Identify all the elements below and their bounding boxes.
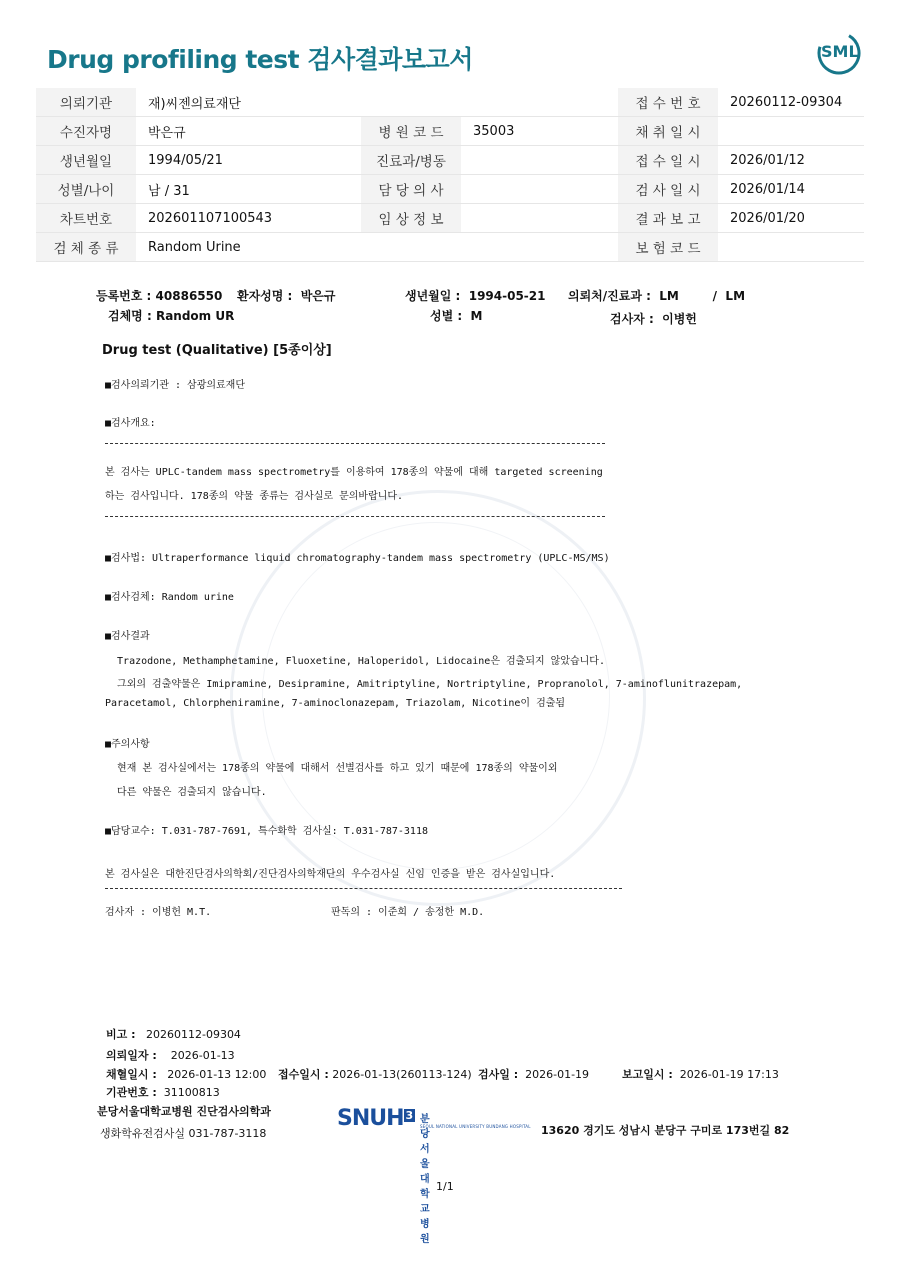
patient-dob: 생년월일 : 1994-05-21 [405,289,546,303]
footer-institution: 기관번호 : 31100813 [106,1086,220,1099]
report-line: 본 검사실은 대한진단검사의학회/진단검사의학재단의 우수검사실 신임 인증을 받은 검사실입니다. [105,869,556,880]
header-value: 35003 [461,117,618,146]
divider [105,516,605,517]
header-value [718,117,864,146]
header-value: 202601107100543 [136,204,361,233]
patient-dept: 의뢰처/진료과 : LM / LM [568,289,746,303]
header-label: 수진자명 [36,117,136,146]
patient-name: 환자성명 : 박은규 [237,289,336,303]
header-value [461,233,618,262]
reg-number: 등록번호 : 40886550 [96,289,223,303]
report-line: ■검사개요: [105,418,156,429]
footer-report-date: 보고일시 : 2026-01-19 17:13 [622,1068,779,1081]
header-value: 2026/01/12 [718,146,864,175]
header-label [361,233,461,262]
snuh-logo: SNUH 3 분당서울대학교병원 SEOUL NATIONAL UNIVERSITY BUNDANG HOSPITAL [337,1106,531,1245]
header-label: 진료과/병동 [361,146,461,175]
header-row [36,146,864,175]
header-label: 성별/나이 [36,175,136,204]
footer-collection: 채혈일시 : 2026-01-13 12:00 [106,1068,267,1081]
patient-sex: 성별 : M [430,309,483,323]
report-line: ■주의사항 [105,739,150,750]
divider [105,888,622,889]
report-line: 하는 검사입니다. 178종의 약물 종류는 검사실로 문의바랍니다. [105,491,404,502]
footer-department: 분당서울대학교병원 진단검사의학과 [97,1105,271,1118]
report-line: Trazodone, Methamphetamine, Fluoxetine, Haloperidol, Lidocaine은 검출되지 않았습니다. [105,656,605,667]
page-number: 1/1 [436,1180,454,1193]
header-value [461,175,618,204]
header-label: 접 수 일 시 [618,146,718,175]
report-line: Paracetamol, Chlorpheniramine, 7-aminoclonazepam, Triazolam, Nicotine이 검출됨 [105,698,566,709]
header-row [36,204,864,233]
report-line: ■검사검체: Random urine [105,592,234,603]
specimen-name: 검체명 : Random UR [108,309,235,323]
header-label: 채 취 일 시 [618,117,718,146]
header-label: 차트번호 [36,204,136,233]
report-line: 본 검사는 UPLC-tandem mass spectrometry를 이용하여 178종의 약물에 대해 targeted screening [105,467,603,478]
footer-request-date: 의뢰일자 : 2026-01-13 [106,1049,235,1062]
footer-test-date: 검사일 : 2026-01-19 [478,1068,590,1081]
sml-logo-text: SML [821,42,859,61]
header-row [36,88,864,117]
footer-note: 비고 : 20260112-09304 [106,1028,241,1041]
section-title: Drug test (Qualitative) [5종이상] [102,343,332,358]
header-label: 결 과 보 고 [618,204,718,233]
header-label: 검 체 종 류 [36,233,136,262]
footer-lab: 생화학유전검사실 031-787-3118 [100,1127,267,1140]
header-value: 박은규 [136,117,361,146]
header-value: Random Urine [136,233,361,262]
report-line: ■검사의뢰기관 : 삼광의료재단 [105,380,246,391]
report-line: ■검사결과 [105,631,150,642]
header-value: 남 / 31 [136,175,361,204]
report-line: 현재 본 검사실에서는 178종의 약물에 대해서 선별검사를 하고 있기 때문에 178종의 약물이외 [105,763,558,774]
header-label: 검 사 일 시 [618,175,718,204]
header-label [361,88,461,117]
header-row [36,233,864,262]
tester-name: 검사자 : 이병헌 [610,312,697,326]
report-line: ■담당교수: T.031-787-7691, 특수화학 검사실: T.031-787-3118 [105,826,428,837]
header-value: 20260112-09304 [718,88,864,117]
header-label: 보 험 코 드 [618,233,718,262]
footer-address: 13620 경기도 성남시 분당구 구미로 173번길 82 [541,1124,790,1137]
header-value: 재)씨젠의료재단 [136,88,361,117]
header-row [36,175,864,204]
report-reviewer: 판독의 : 이준희 / 송정한 M.D. [331,907,485,918]
report-tester: 검사자 : 이병헌 M.T. [105,907,212,918]
header-label: 병 원 코 드 [361,117,461,146]
header-label: 생년월일 [36,146,136,175]
header-value: 1994/05/21 [136,146,361,175]
report-line: 그외의 검출약물은 Imipramine, Desipramine, Amitriptyline, Nortriptyline, Propranolol, 7-aminoflunitrazepam, [105,679,743,690]
header-row [36,117,864,146]
header-value [461,204,618,233]
header-label: 의뢰기관 [36,88,136,117]
header-label: 담 당 의 사 [361,175,461,204]
header-value [461,146,618,175]
footer-receipt: 접수일시 : 2026-01-13(260113-124) [278,1068,472,1081]
header-value: 2026/01/20 [718,204,864,233]
header-value: 2026/01/14 [718,175,864,204]
report-line: ■검사법: Ultraperformance liquid chromatography-tandem mass spectrometry (UPLC-MS/MS) [105,553,610,564]
report-line: 다른 약물은 검출되지 않습니다. [105,787,267,798]
header-info-table [36,88,864,262]
header-value [718,233,864,262]
header-value [461,88,618,117]
header-label: 임 상 정 보 [361,204,461,233]
header-label: 접 수 번 호 [618,88,718,117]
divider [105,443,605,444]
page-title: Drug profiling test 검사결과보고서 [47,45,473,74]
